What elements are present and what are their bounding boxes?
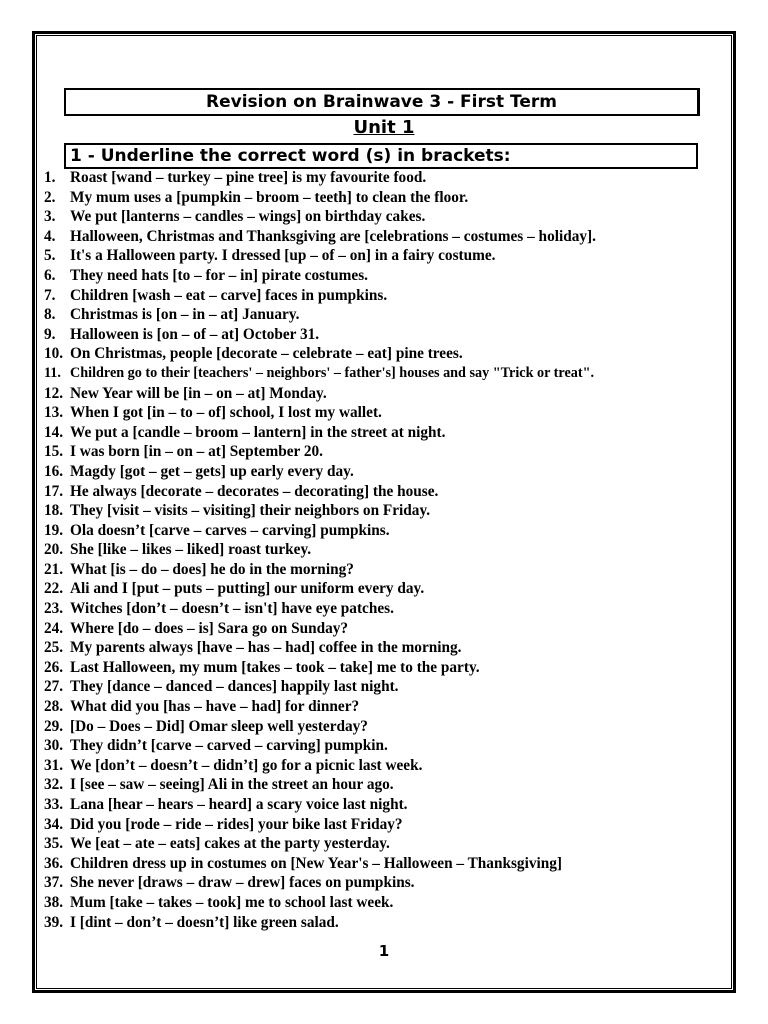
exercise-item-number: 36. (44, 854, 64, 872)
exercise-item-number: 24. (44, 619, 64, 637)
exercise-item-number: 18. (44, 502, 64, 520)
exercise-item-text: It's a Halloween party. I dressed [up – of – on] in a fairy costume. (70, 247, 496, 265)
exercise-item-text: I [dint – don’t – doesn’t] like green salad. (70, 913, 339, 931)
exercise-item (44, 207, 724, 227)
exercise-item (44, 677, 724, 697)
exercise-item (44, 579, 724, 599)
exercise-item (44, 540, 724, 560)
exercise-item-number: 37. (44, 874, 64, 892)
exercise-item-number: 22. (44, 580, 64, 598)
exercise-item (44, 619, 724, 639)
exercise-item (44, 795, 724, 815)
exercise-item (44, 834, 724, 854)
exercise-item-text: Children [wash – eat – carve] faces in pumpkins. (70, 286, 388, 304)
exercise-item-text: Roast [wand – turkey – pine tree] is my favourite food. (70, 169, 427, 186)
exercise-item (44, 599, 724, 619)
exercise-item-text: We [eat – ate – eats] cakes at the party yesterday. (70, 835, 390, 853)
exercise-item-text: They didn’t [carve – carved – carving] pumpkin. (70, 737, 388, 755)
exercise-item (44, 246, 724, 266)
exercise-item-text: What did you [has – have – had] for dinner? (70, 698, 360, 716)
exercise-item-text: Witches [don’t – doesn’t – isn't] have eye patches. (70, 600, 394, 618)
exercise-item-number: 33. (44, 796, 64, 813)
exercise-item-number: 28. (44, 698, 64, 716)
exercise-item (44, 893, 724, 913)
exercise-item-number: 13. (44, 404, 64, 422)
exercise-item (44, 736, 724, 756)
exercise-item (44, 364, 724, 384)
exercise-item-number: 16. (44, 462, 64, 480)
exercise-item-number: 31. (44, 756, 64, 774)
exercise-item (44, 227, 724, 247)
exercise-item-text: New Year will be [in – on – at] Monday. (70, 384, 327, 402)
exercise-item-number: 3. (44, 208, 56, 226)
exercise-item-text: We put a [candle – broom – lantern] in the street at night. (70, 423, 446, 441)
exercise-item (44, 638, 724, 658)
exercise-item-number: 17. (44, 482, 64, 500)
exercise-item-number: 11. (44, 364, 61, 381)
exercise-item-text: Where [do – does – is] Sara go on Sunday? (70, 619, 349, 637)
exercise-item (44, 658, 724, 678)
exercise-item (44, 521, 724, 541)
exercise-item-number: 10. (44, 345, 64, 363)
exercise-item-text: Christmas is [on – in – at] January. (70, 306, 300, 324)
exercise-item-text: I [see – saw – seeing] Ali in the street an hour ago. (70, 776, 394, 794)
exercise-item (44, 344, 724, 364)
exercise-item-number: 23. (44, 600, 64, 618)
exercise-item-text: Ali and I [put – puts – putting] our uniform every day. (70, 580, 425, 598)
exercise-item-text: I was born [in – on – at] September 20. (70, 443, 323, 461)
exercise-item-number: 8. (44, 306, 56, 324)
exercise-item-number: 4. (44, 227, 56, 245)
exercise-item-text: Halloween, Christmas and Thanksgiving are [celebrations – costumes – holiday]. (70, 227, 596, 245)
exercise-item-number: 30. (44, 737, 64, 755)
exercise-item-text: Last Halloween, my mum [takes – took – take] me to the party. (70, 658, 480, 676)
exercise-item-number: 9. (44, 325, 56, 343)
exercise-item-text: She [like – likes – liked] roast turkey. (70, 541, 312, 559)
exercise-item (44, 815, 724, 835)
exercise-item-text: Did you [rode – ride – rides] your bike last Friday? (70, 815, 403, 833)
exercise-item-number: 15. (44, 443, 64, 461)
question-heading: 1 - Underline the correct word (s) in brackets: (64, 143, 698, 169)
exercise-item-number: 12. (44, 384, 64, 402)
exercise-item-number: 7. (44, 286, 56, 304)
exercise-item (44, 442, 724, 462)
exercise-item-text: When I got [in – to – of] school, I lost my wallet. (70, 404, 382, 422)
exercise-item (44, 775, 724, 795)
exercise-item (44, 286, 724, 306)
unit-heading: Unit 1 (353, 117, 415, 138)
exercise-item-text: They [dance – danced – dances] happily last night. (70, 678, 399, 696)
exercise-item (44, 501, 724, 521)
exercise-item-text: What [is – do – does] he do in the morning? (70, 560, 354, 578)
exercise-item-number: 35. (44, 835, 64, 853)
exercise-item (44, 403, 724, 423)
exercise-item-text: Halloween is [on – of – at] October 31. (70, 325, 320, 343)
exercise-item-number: 6. (44, 266, 56, 284)
exercise-item (44, 305, 724, 325)
exercise-item-number: 29. (44, 717, 64, 735)
exercise-item (44, 717, 724, 737)
exercise-item-number: 32. (44, 776, 64, 794)
exercise-item-number: 5. (44, 247, 56, 265)
exercise-item-text: We [don’t – doesn’t – didn’t] go for a picnic last week. (70, 756, 423, 774)
exercise-item-number: 39. (44, 913, 64, 931)
exercise-item (44, 560, 724, 580)
exercise-item (44, 325, 724, 345)
exercise-list (44, 168, 724, 932)
exercise-item-number: 21. (44, 560, 64, 578)
exercise-item-text: Children dress up in costumes on [New Year's – Halloween – Thanksgiving] (70, 854, 562, 872)
exercise-item-text: Mum [take – takes – took] me to school last week. (70, 893, 394, 911)
exercise-item-number: 20. (44, 541, 64, 559)
exercise-item-text: My parents always [have – has – had] coffee in the morning. (70, 639, 462, 657)
exercise-item-text: Ola doesn’t [carve – carves – carving] pumpkins. (70, 521, 390, 539)
exercise-item-number: 2. (44, 188, 56, 206)
exercise-item (44, 384, 724, 404)
exercise-item (44, 266, 724, 286)
exercise-item-number: 25. (44, 639, 64, 657)
exercise-item (44, 913, 724, 933)
page-number: 1 (378, 942, 390, 960)
exercise-item (44, 168, 724, 188)
exercise-item (44, 697, 724, 717)
exercise-item (44, 423, 724, 443)
exercise-item-text: We put [lanterns – candles – wings] on birthday cakes. (70, 208, 426, 226)
exercise-item (44, 854, 724, 874)
exercise-item-number: 19. (44, 521, 64, 539)
exercise-item-text: Magdy [got – get – gets] up early every day. (70, 462, 354, 480)
exercise-item-number: 26. (44, 658, 64, 676)
exercise-item-number: 34. (44, 815, 64, 833)
exercise-item-number: 14. (44, 423, 64, 441)
exercise-item (44, 873, 724, 893)
exercise-item (44, 462, 724, 482)
exercise-item-text: They need hats [to – for – in] pirate costumes. (70, 266, 368, 284)
exercise-item-number: 1. (44, 169, 56, 186)
exercise-item-text: On Christmas, people [decorate – celebrate – eat] pine trees. (70, 345, 463, 363)
exercise-item-text: Children go to their [teachers' – neighbors' – father's] houses and say "Trick or treat". (70, 364, 594, 381)
exercise-item-text: My mum uses a [pumpkin – broom – teeth] to clean the floor. (70, 188, 469, 206)
exercise-item-text: Lana [hear – hears – heard] a scary voice last night. (70, 796, 408, 813)
exercise-item-number: 27. (44, 678, 64, 696)
exercise-item (44, 188, 724, 208)
exercise-item (44, 482, 724, 502)
exercise-item-text: [Do – Does – Did] Omar sleep well yesterday? (70, 717, 368, 735)
exercise-item-text: He always [decorate – decorates – decorating] the house. (70, 482, 439, 500)
exercise-item-text: She never [draws – draw – drew] faces on pumpkins. (70, 874, 415, 892)
exercise-item-number: 38. (44, 893, 64, 911)
document-title: Revision on Brainwave 3 - First Term (64, 88, 700, 116)
exercise-item (44, 756, 724, 776)
exercise-item-text: They [visit – visits – visiting] their neighbors on Friday. (70, 502, 431, 520)
